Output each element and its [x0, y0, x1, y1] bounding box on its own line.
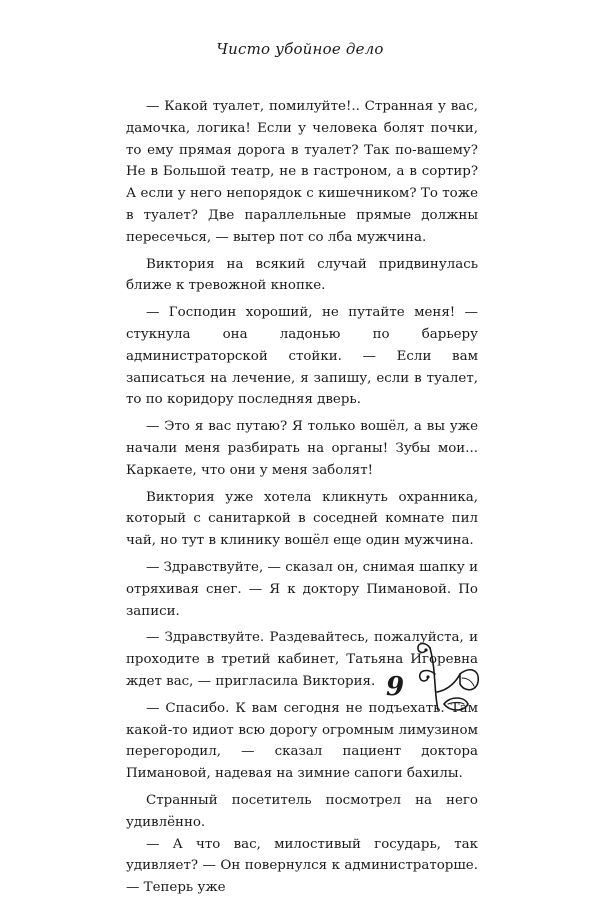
page-number: 9 [386, 672, 405, 702]
paragraph: — Здравствуйте, — сказал он, снимая шапку и отряхивая снег. — Я к доктору Пимановой. По записи. [126, 559, 478, 619]
paragraph: — Здравствуйте. Раздевайтесь, пожалуйста, и проходите в третий кабинет, Татьяна Игоревна ждет вас, — пригласила Виктория. [126, 630, 478, 689]
paragraph: — Спасибо. К вам сегодня не подъехать. Там какой-то идиот всю дорогу огромным лимузином перегородил, — сказал пациент доктора Пимановой, надевая на зимние сапоги бахилы. [126, 700, 478, 782]
paragraph: — Это я вас путаю? Я только вошёл, а вы уже начали меня разбирать на органы! Зубы мои... Каркаете, что они у меня заболят! [126, 419, 478, 478]
paragraph: Виктория уже хотела кликнуть охранника, который с санитаркой в соседней комнате пил чай, но тут в клинику вошёл еще один мужчина. [126, 489, 478, 549]
paragraph: — Какой туалет, помилуйте!.. Странная у вас, дамочка, логика! Если у человека болят почки, то ему прямая дорога в туалет? Так по-вашему? Не в Большой театр, не в гастроном, а в сортир? А если у него непорядок с кишечником? То тоже в туалет? Две параллельные прямые должны пересечься, — вытер пот со лба мужчина. [126, 99, 478, 245]
paragraph: Виктория на всякий случай придвинулась ближе к тревожной кнопке. [126, 256, 478, 294]
running-head: Чисто убойное дело [216, 40, 384, 58]
paragraph: — А что вас, милостивый государь, так удивляет? — Он повернулся к администраторше. — Теперь уже [126, 836, 478, 896]
paragraph: Странный посетитель посмотрел на него удивлённо. [126, 792, 478, 830]
floral-sprig-icon [408, 630, 488, 720]
paragraph: — Господин хороший, не путайте меня! — стукнула она ладонью по барьеру администраторской стойки. — Если вам записаться на лечение, я запишу, если в туалет, то по коридору последняя дверь. [126, 305, 478, 408]
body-text [126, 96, 478, 899]
